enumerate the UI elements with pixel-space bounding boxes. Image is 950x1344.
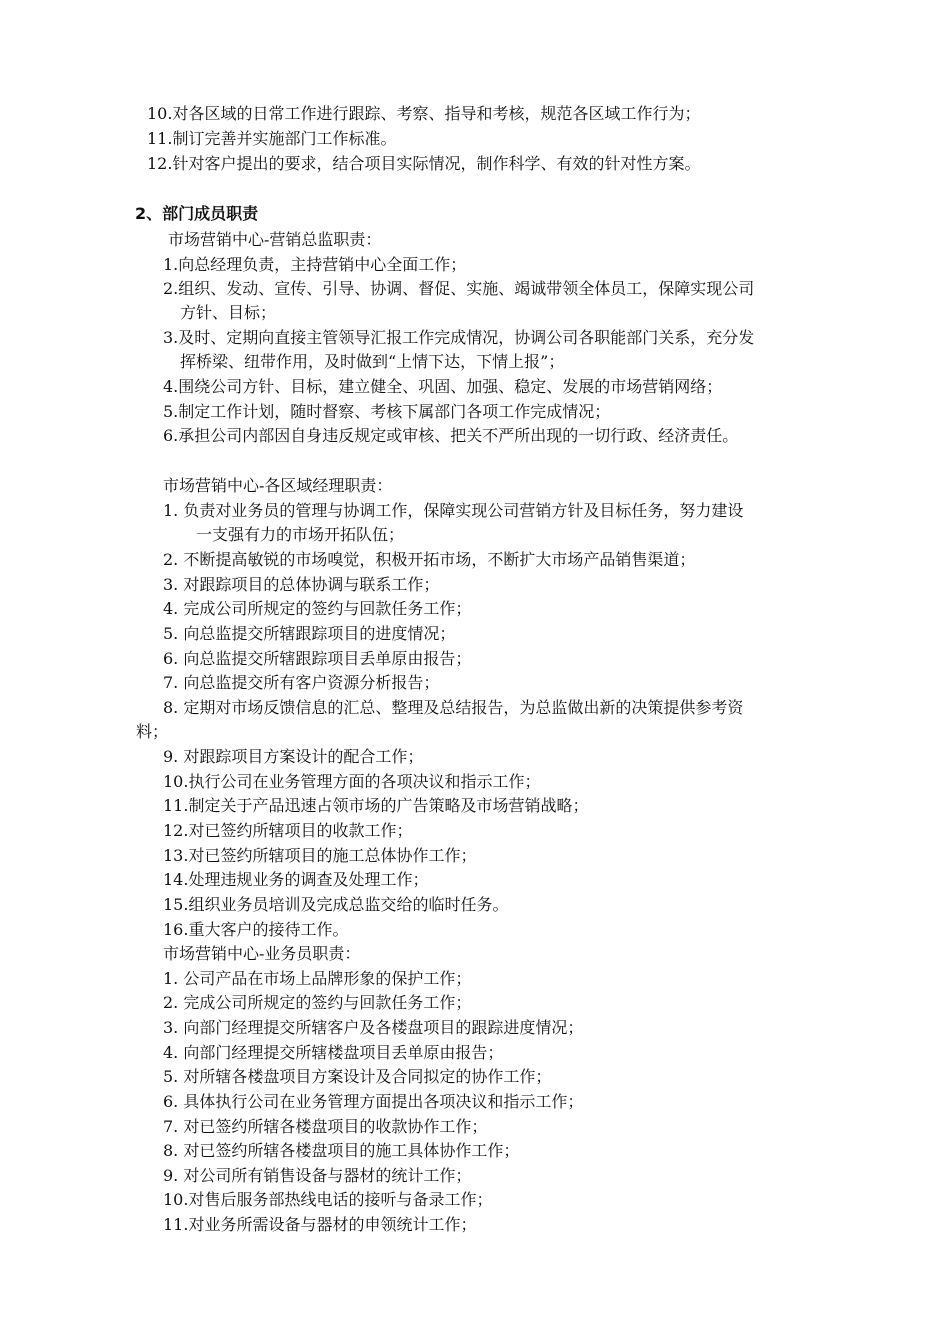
director-item-6: 6.承担公司内部因自身违反规定或审核、把关不严所出现的一切行政、经济责任。 xyxy=(163,426,739,445)
salesperson-item-7: 7. 对已签约所辖各楼盘项目的收款协作工作； xyxy=(163,1117,488,1136)
regional-item-3: 3. 对跟踪项目的总体协调与联系工作； xyxy=(163,575,440,594)
regional-item-4: 4. 完成公司所规定的签约与回款任务工作； xyxy=(163,599,472,618)
regional-item-15: 15.组织业务员培训及完成总监交给的临时任务。 xyxy=(163,895,509,914)
director-item-3-cont: 挥桥梁、纽带作用，及时做到“上情下达，下情上报”； xyxy=(180,352,565,371)
salesperson-item-10: 10.对售后服务部热线电话的接听与备录工作； xyxy=(163,1190,493,1209)
regional-item-1: 1. 负责对业务员的管理与协调工作，保障实现公司营销方针及目标任务，努力建设 xyxy=(163,501,744,520)
salesperson-item-9: 9. 对公司所有销售设备与器材的统计工作； xyxy=(163,1166,472,1185)
salesperson-item-6: 6. 具体执行公司在业务管理方面提出各项决议和指示工作； xyxy=(163,1092,584,1111)
regional-item-10: 10.执行公司在业务管理方面的各项决议和指示工作； xyxy=(163,772,541,791)
regional-item-5: 5. 向总监提交所辖跟踪项目的进度情况； xyxy=(163,624,456,643)
regional-item-12: 12.对已签约所辖项目的收款工作； xyxy=(163,821,413,840)
dept-item-11: 11.制订完善并实施部门工作标准。 xyxy=(147,129,397,148)
director-item-5: 5.制定工作计划，随时督察、考核下属部门各项工作完成情况； xyxy=(163,402,611,421)
director-title: 市场营销中心-营销总监职责： xyxy=(168,230,382,249)
salesperson-item-8: 8. 对已签约所辖各楼盘项目的施工具体协作工作； xyxy=(163,1141,520,1160)
regional-item-2: 2. 不断提高敏锐的市场嗅觉，积极开拓市场，不断扩大市场产品销售渠道； xyxy=(163,550,696,569)
dept-item-12: 12.针对客户提出的要求，结合项目实际情况，制作科学、有效的针对性方案。 xyxy=(147,154,701,173)
regional-title: 市场营销中心-各区域经理职责： xyxy=(163,476,393,495)
director-item-4: 4.围绕公司方针、目标，建立健全、巩固、加强、稳定、发展的市场营销网络； xyxy=(163,377,723,396)
salesperson-title: 市场营销中心-业务员职责： xyxy=(163,944,361,963)
salesperson-item-4: 4. 向部门经理提交所辖楼盘项目丢单原由报告； xyxy=(163,1043,504,1062)
salesperson-item-1: 1. 公司产品在市场上品牌形象的保护工作； xyxy=(163,969,472,988)
salesperson-item-5: 5. 对所辖各楼盘项目方案设计及合同拟定的协作工作； xyxy=(163,1067,552,1086)
director-item-2-cont: 方针、目标； xyxy=(180,303,277,322)
regional-item-1-cont: 一支强有力的市场开拓队伍； xyxy=(196,525,405,544)
salesperson-item-11: 11.对业务所需设备与器材的申领统计工作； xyxy=(163,1215,477,1234)
regional-item-16: 16.重大客户的接待工作。 xyxy=(163,920,349,939)
regional-item-11: 11.制定关于产品迅速占领市场的广告策略及市场营销战略； xyxy=(163,796,589,815)
director-item-2: 2.组织、发动、宣传、引导、协调、督促、实施、竭诚带领全体员工，保障实现公司 xyxy=(163,279,755,298)
regional-item-9: 9. 对跟踪项目方案设计的配合工作； xyxy=(163,747,424,766)
regional-item-6: 6. 向总监提交所辖跟踪项目丢单原由报告； xyxy=(163,649,472,668)
director-item-1: 1.向总经理负责，主持营销中心全面工作； xyxy=(163,255,467,274)
regional-item-13: 13.对已签约所辖项目的施工总体协作工作； xyxy=(163,846,477,865)
regional-item-8: 8. 定期对市场反馈信息的汇总、整理及总结报告，为总监做出新的决策提供参考资 xyxy=(163,698,744,717)
salesperson-item-2: 2. 完成公司所规定的签约与回款任务工作； xyxy=(163,993,472,1012)
director-item-3: 3.及时、定期向直接主管领导汇报工作完成情况，协调公司各职能部门关系，充分发 xyxy=(163,328,755,347)
regional-item-8-cont: 料； xyxy=(136,722,169,741)
section-heading: 2、部门成员职责 xyxy=(135,204,259,223)
salesperson-item-3: 3. 向部门经理提交所辖客户及各楼盘项目的跟踪进度情况； xyxy=(163,1018,584,1037)
regional-item-7: 7. 向总监提交所有客户资源分析报告； xyxy=(163,673,440,692)
dept-item-10: 10.对各区域的日常工作进行跟踪、考察、指导和考核，规范各区域工作行为； xyxy=(147,104,701,123)
regional-item-14: 14.处理违规业务的调查及处理工作； xyxy=(163,870,429,889)
